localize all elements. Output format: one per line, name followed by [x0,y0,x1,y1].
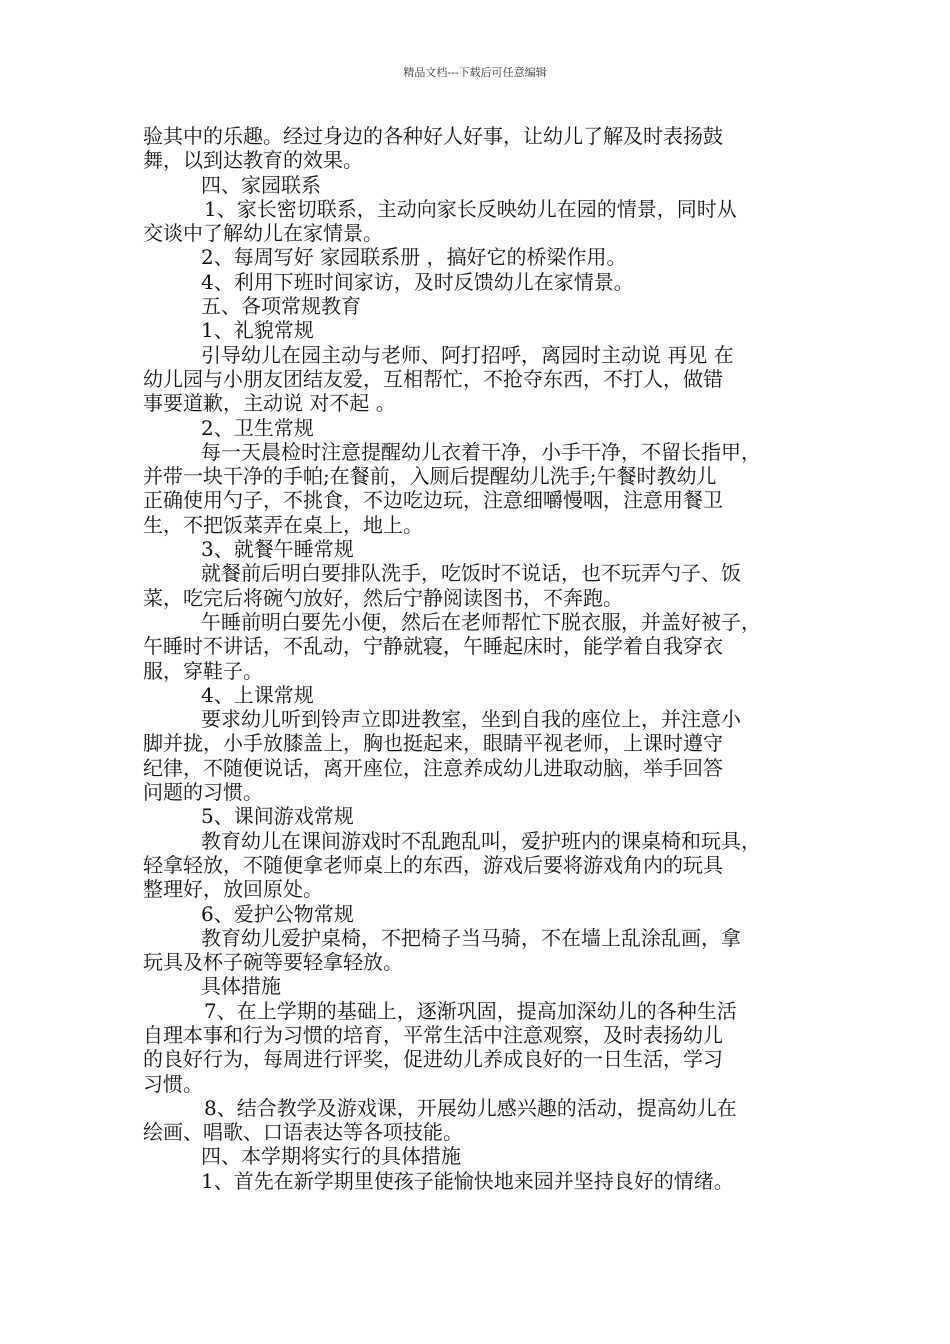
text-line: 绘画、唱歌、口语表达等各项技能。 [143,1120,463,1145]
text-line: 引导幼儿在园主动与老师、阿打招呼，离园时主动说 再见 在 [201,342,734,367]
text-line: 午睡时不讲话，不乱动，宁静就寝，午睡起床时，能学着自我穿衣 [143,634,723,659]
text-line: 问题的习惯。 [143,780,263,805]
text-line: 验其中的乐趣。经过身边的各种好人好事，让幼儿了解及时表扬鼓 [143,124,723,148]
text-line: 每一天晨检时注意提醒幼儿衣着干净，小手干净，不留长指甲， [201,439,761,464]
section-heading: 四、本学期将实行的具体措施 [201,1144,461,1169]
text-line: 玩具及杯子碗等要轻拿轻放。 [143,950,403,975]
text-line: 幼儿园与小朋友团结友爱，互相帮忙，不抢夺东西，不打人，做错 [143,366,723,391]
text-line: 的良好行为，每周进行评奖，促进幼儿养成良好的一日生活，学习 [143,1047,723,1072]
text-line: 轻拿轻放，不随便拿老师桌上的东西，游戏后要将游戏角内的玩具 [143,852,723,877]
text-line: 整理好，放回原处。 [143,877,323,902]
text-line: 纪律，不随便说话，离开座位，注意养成幼儿进取动脑，举手回答 [143,755,723,780]
text-line: 自理本事和行为习惯的培育，平常生活中注意观察，及时表扬幼儿 [143,1022,723,1047]
subsection-heading: 6、爱护公物常规 [201,901,354,926]
text-line: 2、每周写好 家园联系册 ，搞好它的桥梁作用。 [201,245,627,270]
text-line: 要求幼儿听到铃声立即进教室，坐到自我的座位上，并注意小 [201,707,741,732]
text-line: 1、家长密切联系，主动向家长反映幼儿在园的情景，同时从 [204,196,737,221]
subsection-heading: 2、卫生常规 [201,415,314,440]
text-line: 1、首先在新学期里使孩子能愉快地来园并坚持良好的情绪。 [201,1168,734,1193]
page-header: 精品文档---下载后可任意编辑 [403,66,547,79]
text-line: 生，不把饭菜弄在桌上，地上。 [143,512,423,537]
text-line: 习惯。 [143,1071,203,1096]
text-line: 教育幼儿爱护桌椅，不把椅子当马骑，不在墙上乱涂乱画，拿 [201,925,741,950]
text-line: 就餐前后明白要排队洗手，吃饭时不说话，也不玩弄勺子、饭 [201,561,741,586]
section-heading: 四、家园联系 [201,172,321,197]
text-line: 7、在上学期的基础上，逐渐巩固，提高加深幼儿的各种生活 [204,998,737,1023]
text-line: 交谈中了解幼儿在家情景。 [143,221,383,246]
text-line: 教育幼儿在课间游戏时不乱跑乱叫，爱护班内的课桌椅和玩具， [201,828,761,853]
subsection-heading: 4、上课常规 [201,682,314,707]
text-line: 事要道歉，主动说 对不起 。 [143,391,396,416]
text-line: 正确使用勺子，不挑食，不边吃边玩，注意细嚼慢咽，注意用餐卫 [143,488,723,513]
text-line: 舞，以到达教育的效果。 [143,148,363,173]
text-line: 菜，吃完后将碗勺放好，然后宁静阅读图书，不奔跑。 [143,585,623,610]
section-heading: 五、各项常规教育 [201,294,361,319]
text-line: 午睡前明白要先小便，然后在老师帮忙下脱衣服，并盖好被子， [201,609,761,634]
text-line: 4、利用下班时间家访，及时反馈幼儿在家情景。 [201,269,634,294]
subsection-heading: 5、课间游戏常规 [201,804,354,829]
subsection-heading: 具体措施 [201,974,281,999]
text-line: 服，穿鞋子。 [143,658,263,683]
text-line: 脚并拢，小手放膝盖上，胸也挺起来，眼睛平视老师，上课时遵守 [143,731,723,756]
text-line: 并带一块干净的手帕;在餐前，入厕后提醒幼儿洗手;午餐时教幼儿 [143,464,717,489]
text-line: 8、结合教学及游戏课，开展幼儿感兴趣的活动，提高幼儿在 [204,1095,737,1120]
subsection-heading: 3、就餐午睡常规 [201,537,354,562]
subsection-heading: 1、礼貌常规 [201,318,314,343]
document-body [143,124,819,1193]
